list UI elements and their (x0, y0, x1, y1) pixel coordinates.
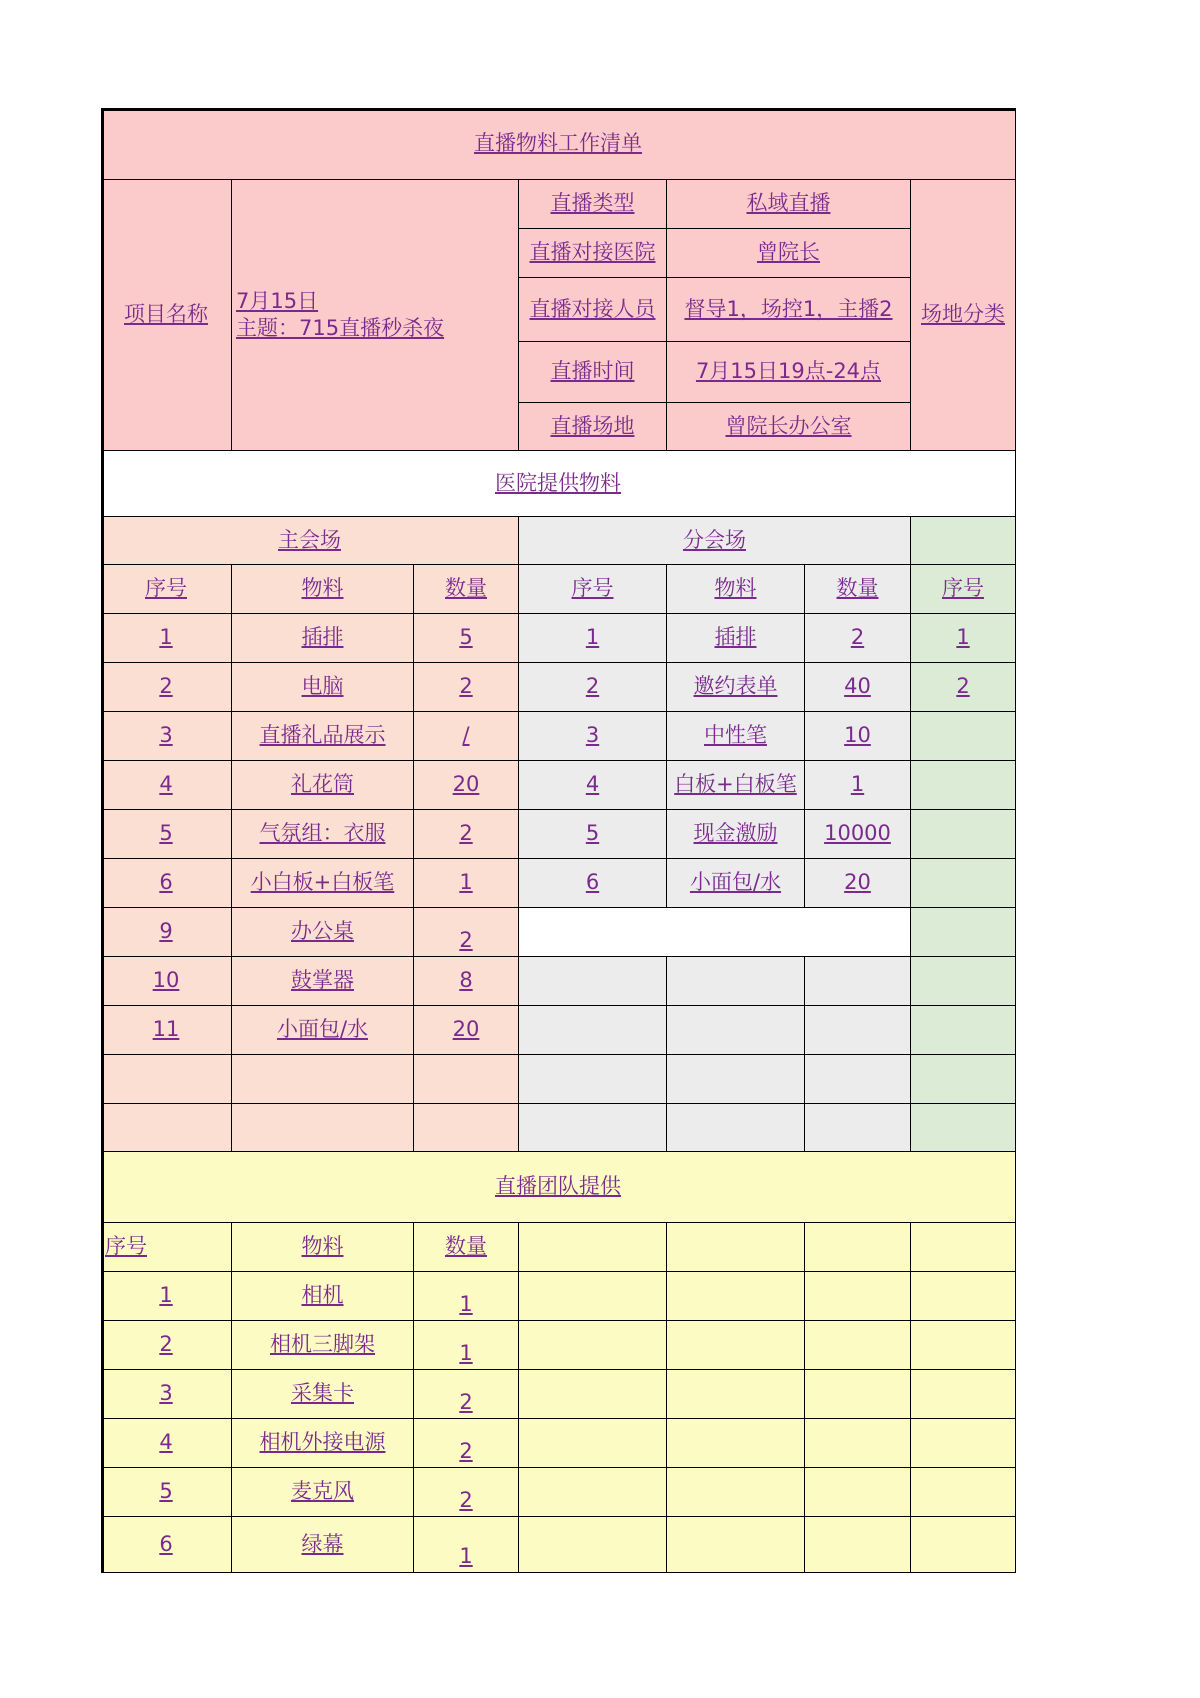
team-row-item: 相机 (232, 1272, 414, 1321)
team-row-index: 5 (101, 1468, 232, 1517)
main-row-qty: 2 (414, 810, 519, 859)
team-empty-cell (519, 1419, 667, 1468)
team-row-qty: 1 (414, 1272, 519, 1321)
team-empty-cell (911, 1419, 1016, 1468)
sub-row-qty: 40 (805, 663, 911, 712)
table-left-border (101, 108, 104, 1573)
sub-row-empty (519, 957, 667, 1006)
sub-row-empty (667, 957, 805, 1006)
info-value-venue: 曾院长办公室 (667, 403, 911, 451)
team-empty-cell (911, 1223, 1016, 1272)
team-empty-cell (911, 1272, 1016, 1321)
third-row-empty (911, 1104, 1016, 1152)
team-empty-cell (911, 1517, 1016, 1573)
sub-row-index: 4 (519, 761, 667, 810)
info-value-time: 7月15日19点-24点 (667, 342, 911, 403)
info-value-live-type: 私域直播 (667, 180, 911, 229)
team-row-index: 4 (101, 1419, 232, 1468)
main-row-empty (232, 1104, 414, 1152)
main-row-index: 11 (101, 1006, 232, 1055)
team-row-item: 绿幕 (232, 1517, 414, 1573)
sub-row-item: 小面包/水 (667, 859, 805, 908)
info-label-venue: 直播场地 (519, 403, 667, 451)
sheet-title: 直播物料工作清单 (101, 108, 1016, 180)
main-row-qty: 5 (414, 614, 519, 663)
sub-header-item: 物料 (667, 565, 805, 614)
sub-header-qty: 数量 (805, 565, 911, 614)
sub-row-qty: 2 (805, 614, 911, 663)
team-header-index: 序号 (101, 1223, 232, 1272)
team-empty-cell (667, 1321, 805, 1370)
team-row-item: 采集卡 (232, 1370, 414, 1419)
main-row-index: 3 (101, 712, 232, 761)
sub-row-empty (667, 1006, 805, 1055)
sub-row-empty (519, 1055, 667, 1104)
main-header-index: 序号 (101, 565, 232, 614)
team-empty-cell (805, 1468, 911, 1517)
team-empty-cell (667, 1223, 805, 1272)
team-empty-cell (805, 1223, 911, 1272)
team-empty-cell (519, 1223, 667, 1272)
sub-row-qty: 10 (805, 712, 911, 761)
team-empty-cell (805, 1272, 911, 1321)
third-row-empty (911, 1055, 1016, 1104)
sub-row-empty (805, 1055, 911, 1104)
team-row-item: 麦克风 (232, 1468, 414, 1517)
main-venue-title: 主会场 (101, 517, 519, 565)
team-empty-cell (519, 1517, 667, 1573)
main-row-item: 办公桌 (232, 908, 414, 957)
third-venue-title (911, 517, 1016, 565)
info-value-hospital: 曾院长 (667, 229, 911, 278)
sub-row-item: 邀约表单 (667, 663, 805, 712)
team-header-qty: 数量 (414, 1223, 519, 1272)
team-empty-cell (911, 1321, 1016, 1370)
sub-row-item: 现金激励 (667, 810, 805, 859)
main-row-item: 礼花筒 (232, 761, 414, 810)
project-name-value (232, 180, 519, 451)
main-row-index: 5 (101, 810, 232, 859)
team-row-qty: 1 (414, 1321, 519, 1370)
team-row-index: 6 (101, 1517, 232, 1573)
main-row-item: 鼓掌器 (232, 957, 414, 1006)
sub-row-item: 白板+白板笔 (667, 761, 805, 810)
team-row-item: 相机外接电源 (232, 1419, 414, 1468)
sub-row-index: 5 (519, 810, 667, 859)
table-top-border (101, 108, 1016, 111)
sub-row-qty: 20 (805, 859, 911, 908)
team-empty-cell (667, 1517, 805, 1573)
team-empty-cell (805, 1370, 911, 1419)
sub-row-empty (519, 908, 911, 957)
main-header-item: 物料 (232, 565, 414, 614)
team-empty-cell (667, 1468, 805, 1517)
main-row-qty: 20 (414, 1006, 519, 1055)
sub-row-empty (805, 957, 911, 1006)
main-row-item: 小白板+白板笔 (232, 859, 414, 908)
sub-row-item: 插排 (667, 614, 805, 663)
third-row-empty (911, 859, 1016, 908)
main-row-index: 6 (101, 859, 232, 908)
team-row-qty: 2 (414, 1370, 519, 1419)
sub-row-empty (805, 1104, 911, 1152)
info-label-hospital: 直播对接医院 (519, 229, 667, 278)
main-row-empty (101, 1104, 232, 1152)
third-row-empty (911, 712, 1016, 761)
sub-row-index: 2 (519, 663, 667, 712)
sub-row-index: 1 (519, 614, 667, 663)
third-row-index: 2 (911, 663, 1016, 712)
main-row-index: 4 (101, 761, 232, 810)
main-row-index: 10 (101, 957, 232, 1006)
team-section-title: 直播团队提供 (101, 1152, 1016, 1223)
team-empty-cell (667, 1272, 805, 1321)
team-row-item: 相机三脚架 (232, 1321, 414, 1370)
team-row-qty: 2 (414, 1468, 519, 1517)
project-theme: 主题：715直播秒杀夜 (236, 316, 445, 340)
team-empty-cell (911, 1370, 1016, 1419)
team-empty-cell (911, 1468, 1016, 1517)
third-row-empty (911, 908, 1016, 957)
sub-row-empty (519, 1104, 667, 1152)
sub-row-empty (667, 1055, 805, 1104)
main-row-item: 电脑 (232, 663, 414, 712)
main-row-qty: 2 (414, 663, 519, 712)
sub-row-empty (667, 1104, 805, 1152)
team-empty-cell (805, 1517, 911, 1573)
main-header-qty: 数量 (414, 565, 519, 614)
project-name-label: 项目名称 (101, 180, 232, 451)
venue-category-label: 场地分类 (911, 180, 1016, 451)
info-value-staff: 督导1，场控1，主播2 (667, 278, 911, 342)
main-row-qty: 2 (414, 908, 519, 957)
main-row-qty: 8 (414, 957, 519, 1006)
team-empty-cell (667, 1370, 805, 1419)
hospital-section-title: 医院提供物料 (101, 451, 1016, 517)
sub-row-index: 3 (519, 712, 667, 761)
third-row-empty (911, 761, 1016, 810)
team-empty-cell (519, 1468, 667, 1517)
team-row-qty: 1 (414, 1517, 519, 1573)
info-label-live-type: 直播类型 (519, 180, 667, 229)
team-row-qty: 2 (414, 1419, 519, 1468)
info-label-staff: 直播对接人员 (519, 278, 667, 342)
team-empty-cell (667, 1419, 805, 1468)
team-header-item: 物料 (232, 1223, 414, 1272)
sub-header-index: 序号 (519, 565, 667, 614)
team-empty-cell (519, 1272, 667, 1321)
main-row-empty (101, 1055, 232, 1104)
sub-row-empty (805, 1006, 911, 1055)
main-row-empty (414, 1104, 519, 1152)
sub-row-qty: 10000 (805, 810, 911, 859)
main-row-item: 插排 (232, 614, 414, 663)
main-row-item: 小面包/水 (232, 1006, 414, 1055)
main-row-index: 2 (101, 663, 232, 712)
team-row-index: 1 (101, 1272, 232, 1321)
team-empty-cell (805, 1419, 911, 1468)
third-header-index: 序号 (911, 565, 1016, 614)
third-row-empty (911, 957, 1016, 1006)
team-empty-cell (519, 1370, 667, 1419)
third-row-empty (911, 810, 1016, 859)
team-empty-cell (805, 1321, 911, 1370)
third-row-empty (911, 1006, 1016, 1055)
project-date: 7月15日 (236, 288, 319, 313)
main-row-index: 9 (101, 908, 232, 957)
main-row-empty (232, 1055, 414, 1104)
main-row-empty (414, 1055, 519, 1104)
team-row-index: 2 (101, 1321, 232, 1370)
main-row-qty: / (414, 712, 519, 761)
third-row-index: 1 (911, 614, 1016, 663)
sub-row-index: 6 (519, 859, 667, 908)
sub-venue-title: 分会场 (519, 517, 911, 565)
sub-row-empty (519, 1006, 667, 1055)
main-row-qty: 20 (414, 761, 519, 810)
sub-row-qty: 1 (805, 761, 911, 810)
sub-row-item: 中性笔 (667, 712, 805, 761)
team-empty-cell (519, 1321, 667, 1370)
info-label-time: 直播时间 (519, 342, 667, 403)
team-row-index: 3 (101, 1370, 232, 1419)
main-row-qty: 1 (414, 859, 519, 908)
main-row-index: 1 (101, 614, 232, 663)
main-row-item: 气氛组：衣服 (232, 810, 414, 859)
main-row-item: 直播礼品展示 (232, 712, 414, 761)
